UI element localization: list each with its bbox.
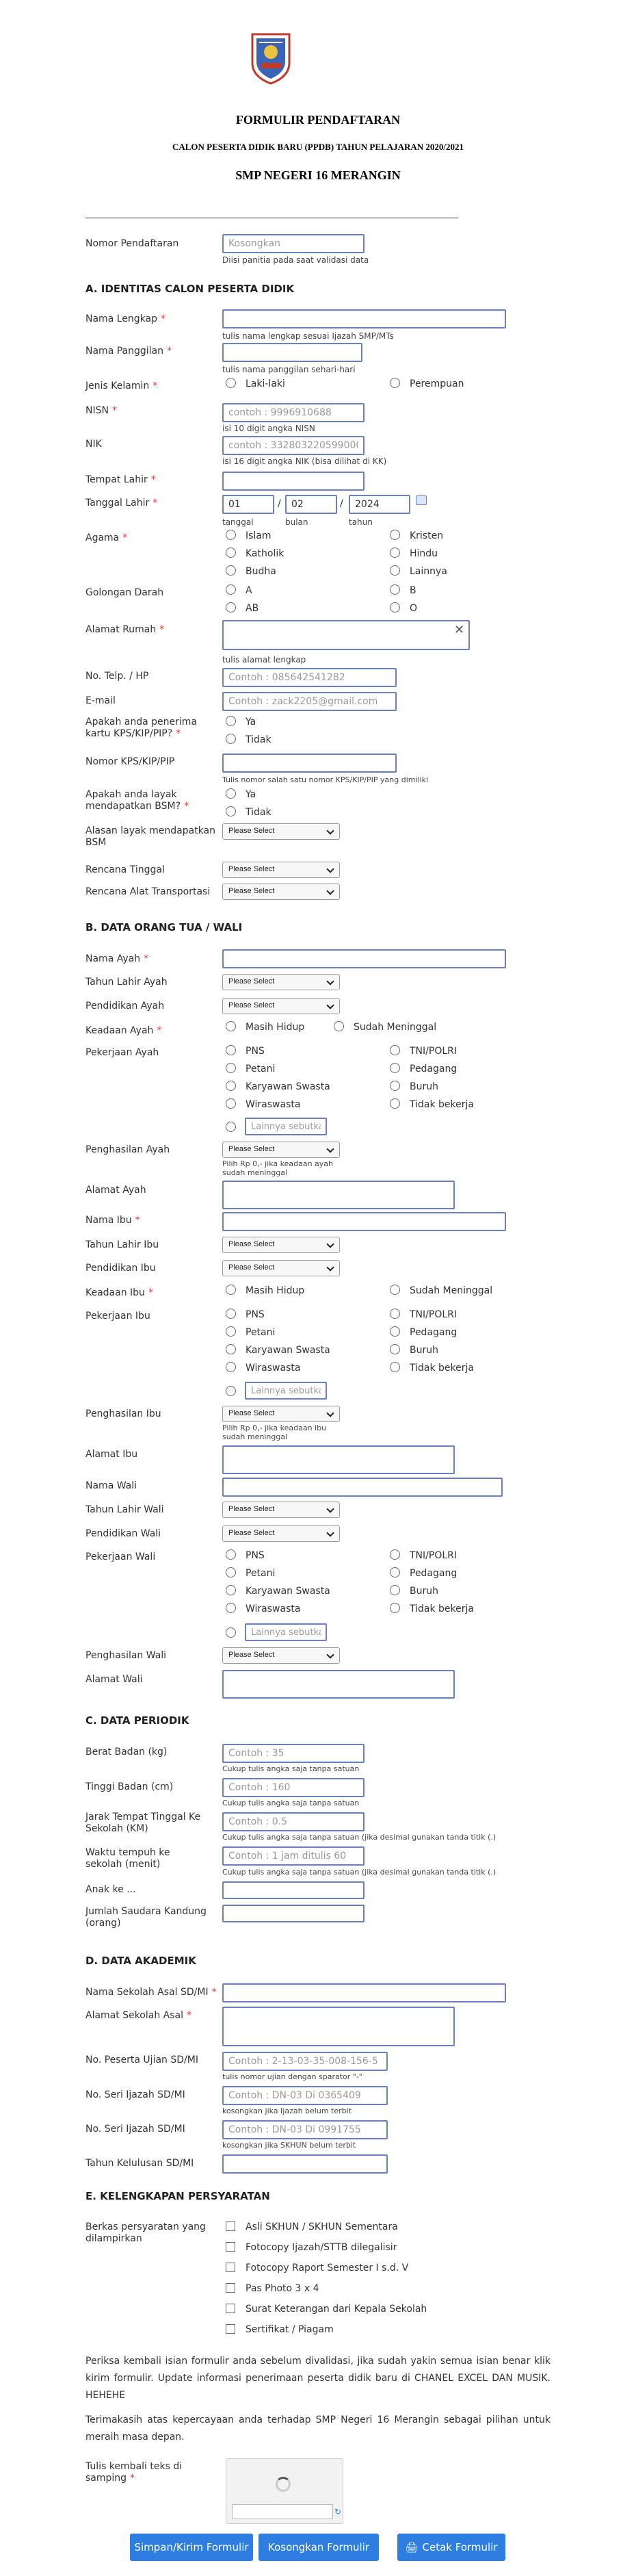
peng-ayah-help: Pilih Rp 0,- jika keadaan ayah sudah meninggal bbox=[222, 1159, 334, 1177]
ibu-job-lain-radio[interactable] bbox=[226, 1385, 246, 1399]
transport-select[interactable]: Please Select bbox=[222, 884, 340, 900]
berkas-item[interactable]: Pas Photo 3 x 4 bbox=[226, 2282, 319, 2295]
reset-button[interactable]: Kosongkan Formulir bbox=[259, 2534, 379, 2561]
lulus-input[interactable] bbox=[222, 2154, 388, 2174]
pend-ibu-label: Pendidikan Ibu bbox=[85, 1263, 156, 1274]
wali-job-buruh[interactable]: Buruh bbox=[390, 1584, 438, 1598]
alamat-help: tulis alamat lengkap bbox=[222, 655, 306, 665]
pek-wali-label: Pekerjaan Wali bbox=[85, 1551, 156, 1562]
ujian-label: No. Peserta Ujian SD/MI bbox=[85, 2055, 198, 2065]
keadaan-ayah-label: Keadaan Ayah * bbox=[85, 1025, 162, 1036]
tempat-lahir-label: Tempat Lahir * bbox=[85, 474, 156, 485]
lulus-label: Tahun Kelulusan SD/MI bbox=[85, 2158, 194, 2169]
ayah-job-lain-radio[interactable] bbox=[226, 1121, 246, 1135]
wali-job-lain-radio[interactable] bbox=[226, 1627, 246, 1640]
tanggal-lahir-label: Tanggal Lahir * bbox=[85, 498, 158, 508]
radio-katholik[interactable]: Katholik bbox=[226, 547, 284, 561]
skhun-help: kosongkan jika SKHUN belum terbit bbox=[222, 2141, 356, 2150]
wali-job-petani[interactable]: Petani bbox=[226, 1567, 275, 1580]
ijazah-label: No. Seri Ijazah SD/MI bbox=[85, 2089, 185, 2100]
tanggal-l1: tanggal bbox=[222, 517, 254, 527]
anak-input[interactable] bbox=[222, 1881, 365, 1899]
radio-goldar-a[interactable]: A bbox=[226, 584, 252, 597]
peng-ibu-label: Penghasilan Ibu bbox=[85, 1408, 161, 1419]
radio-goldar-b[interactable]: B bbox=[390, 584, 416, 597]
clear-icon[interactable]: ✕ bbox=[454, 623, 465, 637]
alamat-wali-textarea[interactable] bbox=[222, 1670, 455, 1699]
nik-label: NIK bbox=[85, 439, 102, 450]
radio-ayah-hidup[interactable]: Masih Hidup bbox=[226, 1020, 304, 1034]
radio-islam[interactable]: Islam bbox=[226, 529, 271, 543]
tinggi-help: Cukup tulis angka saja tanpa satuan bbox=[222, 1799, 360, 1807]
ujian-input[interactable] bbox=[222, 2052, 388, 2071]
nama-lengkap-help: tulis nama lengkap sesuai Ijazah SMP/MTs bbox=[222, 331, 394, 341]
nomor-help: Diisi panitia pada saat validasi data bbox=[222, 255, 369, 265]
berkas-item[interactable]: Fotocopy Ijazah/STTB dilegalisir bbox=[226, 2241, 397, 2254]
radio-goldar-o[interactable]: O bbox=[390, 602, 417, 615]
captcha-label: Tulis kembali teks di samping * bbox=[85, 2461, 183, 2484]
tahun-ayah-label: Tahun Lahir Ayah bbox=[85, 977, 168, 988]
wali-job-pedagang[interactable]: Pedagang bbox=[390, 1567, 457, 1580]
print-label: Cetak Formulir bbox=[422, 2541, 498, 2553]
alamat-ibu-textarea[interactable] bbox=[222, 1445, 455, 1474]
date-sep-1: / bbox=[278, 498, 281, 509]
peng-ibu-help: Pilih Rp 0,- jika keadaan ibu sudah meninggal bbox=[222, 1424, 327, 1441]
email-input[interactable] bbox=[222, 692, 397, 711]
alasan-label: Alasan layak mendapatkan BSM bbox=[85, 825, 215, 848]
ibu-job-wiraswasta[interactable]: Wiraswasta bbox=[226, 1361, 300, 1375]
section-d-title: D. DATA AKADEMIK bbox=[85, 1955, 196, 1967]
skhun-label: No. Seri Ijazah SD/MI bbox=[85, 2124, 185, 2135]
nama-wali-input[interactable] bbox=[222, 1478, 503, 1497]
wali-job-pns[interactable]: PNS bbox=[226, 1549, 265, 1562]
ayah-job-petani[interactable]: Petani bbox=[226, 1062, 275, 1076]
peng-ibu-select[interactable]: Please Select bbox=[222, 1406, 340, 1422]
radio-kps-ya[interactable]: Ya bbox=[226, 715, 256, 729]
pend-ayah-label: Pendidikan Ayah bbox=[85, 1001, 165, 1012]
section-b-title: B. DATA ORANG TUA / WALI bbox=[85, 921, 243, 933]
print-icon: 🖨 bbox=[405, 2541, 419, 2553]
ibu-job-tni[interactable]: TNI/POLRI bbox=[390, 1308, 457, 1322]
alamat-ibu-label: Alamat Ibu bbox=[85, 1449, 138, 1460]
radio-ibu-meninggal[interactable]: Sudah Meninggal bbox=[390, 1284, 492, 1298]
jarak-label: Jarak Tempat Tinggal Ke Sekolah (KM) bbox=[85, 1812, 201, 1834]
tahun-ayah-select[interactable]: Please Select bbox=[222, 974, 340, 990]
berkas-item[interactable]: Sertifikat / Piagam bbox=[226, 2323, 334, 2336]
nama-panggilan-input[interactable] bbox=[222, 343, 362, 362]
berkas-item[interactable]: Surat Keterangan dari Kepala Sekolah bbox=[226, 2302, 427, 2316]
telp-label: No. Telp. / HP bbox=[85, 671, 149, 682]
pek-ibu-label: Pekerjaan Ibu bbox=[85, 1311, 150, 1322]
radio-bsm-ya[interactable]: Ya bbox=[226, 788, 256, 801]
tanggal-l3: tahun bbox=[349, 517, 373, 527]
ibu-job-pns[interactable]: PNS bbox=[226, 1308, 265, 1322]
tahun-wali-label: Tahun Lahir Wali bbox=[85, 1504, 164, 1515]
goldar-label: Golongan Darah bbox=[85, 587, 164, 598]
alasan-select[interactable]: Please Select bbox=[222, 823, 340, 840]
nisn-help: isi 10 digit angka NISN bbox=[222, 424, 315, 433]
jenis-kelamin-label: Jenis Kelamin * bbox=[85, 381, 158, 391]
ibu-job-buruh[interactable]: Buruh bbox=[390, 1343, 438, 1357]
radio-budha[interactable]: Budha bbox=[226, 565, 276, 578]
nama-lengkap-input[interactable] bbox=[222, 309, 506, 329]
nama-ayah-label: Nama Ayah * bbox=[85, 953, 149, 964]
telp-input[interactable] bbox=[222, 668, 397, 687]
ayah-job-wiraswasta[interactable]: Wiraswasta bbox=[226, 1098, 300, 1111]
kps-label: Apakah anda penerima kartu KPS/KIP/PIP? * bbox=[85, 717, 198, 739]
ibu-job-karyawan[interactable]: Karyawan Swasta bbox=[226, 1343, 330, 1357]
radio-ibu-hidup[interactable]: Masih Hidup bbox=[226, 1284, 304, 1298]
radio-hindu[interactable]: Hindu bbox=[390, 547, 438, 561]
jarak-help: Cukup tulis angka saja tanpa satuan (jika desimal gunakan tanda titik (.) bbox=[222, 1833, 496, 1842]
tanggal-year-input[interactable] bbox=[349, 495, 410, 514]
tinggal-select[interactable]: Please Select bbox=[222, 862, 340, 878]
section-c-title: C. DATA PERIODIK bbox=[85, 1714, 189, 1727]
ibu-job-petani[interactable]: Petani bbox=[226, 1326, 275, 1339]
nisn-input[interactable] bbox=[222, 403, 365, 422]
berat-help: Cukup tulis angka saja tanpa satuan bbox=[222, 1764, 360, 1773]
section-a-title: A. IDENTITAS CALON PESERTA DIDIK bbox=[85, 283, 295, 295]
captcha-box bbox=[226, 2458, 343, 2524]
pend-ayah-select[interactable]: Please Select bbox=[222, 998, 340, 1014]
bsm-label: Apakah anda layak mendapatkan BSM? * bbox=[85, 789, 189, 812]
berkas-item[interactable]: Asli SKHUN / SKHUN Sementara bbox=[226, 2220, 398, 2234]
wali-job-wiraswasta[interactable]: Wiraswasta bbox=[226, 1602, 300, 1616]
email-label: E-mail bbox=[85, 695, 116, 706]
tahun-ibu-select[interactable]: Please Select bbox=[222, 1237, 340, 1253]
nomor-kps-help: Tulis nomor salah satu nomor KPS/KIP/PIP yang dimiliki bbox=[222, 775, 429, 784]
nik-input[interactable] bbox=[222, 436, 365, 455]
tanggal-l2: bulan bbox=[285, 517, 308, 527]
ijazah-input[interactable] bbox=[222, 2086, 388, 2105]
nama-panggilan-help: tulis nama panggilan sehari-hari bbox=[222, 365, 356, 374]
peng-wali-label: Penghasilan Wali bbox=[85, 1650, 167, 1661]
radio-goldar-ab[interactable]: AB bbox=[226, 602, 259, 615]
ayah-job-pns[interactable]: PNS bbox=[226, 1044, 265, 1058]
captcha-input[interactable] bbox=[232, 2504, 333, 2519]
wali-job-tidak[interactable]: Tidak bekerja bbox=[390, 1602, 474, 1616]
nomor-input[interactable] bbox=[222, 234, 365, 253]
peng-ayah-label: Penghasilan Ayah bbox=[85, 1144, 170, 1155]
alamat-sekolah-textarea[interactable] bbox=[222, 2007, 455, 2046]
radio-bsm-tidak[interactable]: Tidak bbox=[226, 806, 271, 819]
berat-input[interactable] bbox=[222, 1744, 365, 1763]
ijazah-help: kosongkan jika Ijazah belum terbit bbox=[222, 2107, 352, 2115]
anak-label: Anak ke ... bbox=[85, 1884, 136, 1895]
radio-kps-tidak[interactable]: Tidak bbox=[226, 733, 271, 747]
saudara-input[interactable] bbox=[222, 1905, 365, 1922]
tinggal-label: Rencana Tinggal bbox=[85, 864, 165, 875]
nomor-kps-input[interactable] bbox=[222, 754, 397, 773]
transport-label: Rencana Alat Transportasi bbox=[85, 886, 211, 897]
berkas-item[interactable]: Fotocopy Raport Semester I s.d. V bbox=[226, 2261, 408, 2275]
calendar-icon[interactable] bbox=[416, 495, 427, 505]
peng-wali-select[interactable]: Please Select bbox=[222, 1647, 340, 1664]
refresh-icon[interactable]: ↻ bbox=[334, 2507, 342, 2516]
jarak-input[interactable] bbox=[222, 1812, 365, 1831]
nama-ayah-input[interactable] bbox=[222, 949, 506, 968]
nama-ibu-label: Nama Ibu * bbox=[85, 1215, 140, 1226]
tahun-ibu-label: Tahun Lahir Ibu bbox=[85, 1239, 159, 1250]
note-review: Periksa kembali isian formulir anda sebelum divalidasi, jika sudah yakin semua isian benar klik kirim formulir. Update informasi penerimaan peserta didik baru di CHANEL EXCEL DAN MUSIK. HEHEHE bbox=[85, 2356, 551, 2401]
ibu-job-pedagang[interactable]: Pedagang bbox=[390, 1326, 457, 1339]
alamat-textarea[interactable] bbox=[222, 620, 470, 650]
ayah-job-buruh[interactable]: Buruh bbox=[390, 1080, 438, 1094]
nik-help: isi 16 digit angka NIK (bisa dilihat di KK) bbox=[222, 456, 387, 466]
pek-ayah-label: Pekerjaan Ayah bbox=[85, 1047, 159, 1058]
radio-perempuan[interactable]: Perempuan bbox=[390, 377, 464, 391]
ujian-help: tulis nomor ujian dengan sparator "-" bbox=[222, 2072, 362, 2081]
pend-ibu-select[interactable]: Please Select bbox=[222, 1260, 340, 1276]
tanggal-day-input[interactable] bbox=[222, 495, 274, 514]
ayah-job-karyawan[interactable]: Karyawan Swasta bbox=[226, 1080, 330, 1094]
radio-ayah-meninggal[interactable]: Sudah Meninggal bbox=[334, 1020, 436, 1034]
nama-wali-label: Nama Wali bbox=[85, 1480, 137, 1491]
nama-lengkap-label: Nama Lengkap * bbox=[85, 313, 165, 324]
school-logo bbox=[250, 31, 292, 85]
saudara-label: Jumlah Saudara Kandung (orang) bbox=[85, 1906, 207, 1929]
alamat-ayah-label: Alamat Ayah bbox=[85, 1185, 146, 1196]
tahun-wali-select[interactable]: Please Select bbox=[222, 1502, 340, 1518]
alamat-sekolah-label: Alamat Sekolah Asal * bbox=[85, 2010, 192, 2021]
ayah-job-pedagang[interactable]: Pedagang bbox=[390, 1062, 457, 1076]
berat-label: Berat Badan (kg) bbox=[85, 1747, 168, 1757]
nama-sekolah-label: Nama Sekolah Asal SD/MI * bbox=[85, 1987, 217, 1998]
note-thanks: Terimakasih atas kepercayaan anda terhadap SMP Negeri 16 Merangin sebagai pilihan untuk meraih masa depan. bbox=[85, 2414, 551, 2443]
ayah-job-tni[interactable]: TNI/POLRI bbox=[390, 1044, 457, 1058]
berkas-label: Berkas persyaratan yang dilampirkan bbox=[85, 2221, 206, 2244]
loading-spinner-icon bbox=[276, 2477, 291, 2492]
section-e-title: E. KELENGKAPAN PERSYARATAN bbox=[85, 2190, 270, 2202]
wali-job-lain-input[interactable] bbox=[245, 1623, 327, 1641]
radio-lainnya[interactable]: Lainnya bbox=[390, 565, 447, 578]
wali-job-tni[interactable]: TNI/POLRI bbox=[390, 1549, 457, 1562]
peng-ayah-select[interactable]: Please Select bbox=[222, 1142, 340, 1158]
skhun-input[interactable] bbox=[222, 2120, 388, 2139]
page-subtitle: CALON PESERTA DIDIK BARU (PPDB) TAHUN PELAJARAN 2020/2021 bbox=[172, 142, 464, 152]
ibu-job-lain-input[interactable] bbox=[245, 1382, 327, 1400]
tinggi-label: Tinggi Badan (cm) bbox=[85, 1781, 174, 1792]
nomor-kps-label: Nomor KPS/KIP/PIP bbox=[85, 756, 175, 767]
keadaan-ibu-label: Keadaan Ibu * bbox=[85, 1287, 153, 1298]
wali-job-karyawan[interactable]: Karyawan Swasta bbox=[226, 1584, 330, 1598]
school-name: SMP NEGERI 16 MERANGIN bbox=[235, 168, 401, 182]
waktu-help: Cukup tulis angka saja tanpa satuan (jika desimal gunakan tanda titik (.) bbox=[222, 1868, 496, 1877]
alamat-label: Alamat Rumah * bbox=[85, 624, 165, 635]
waktu-label: Waktu tempuh ke sekolah (menit) bbox=[85, 1847, 170, 1870]
alamat-ayah-textarea[interactable] bbox=[222, 1181, 455, 1209]
radio-kristen[interactable]: Kristen bbox=[390, 529, 443, 543]
date-sep-2: / bbox=[340, 498, 343, 509]
submit-button[interactable]: Simpan/Kirim Formulir bbox=[130, 2534, 253, 2561]
waktu-input[interactable] bbox=[222, 1846, 365, 1866]
pend-wali-select[interactable]: Please Select bbox=[222, 1525, 340, 1542]
alamat-wali-label: Alamat Wali bbox=[85, 1674, 143, 1685]
ibu-job-tidak[interactable]: Tidak bekerja bbox=[390, 1361, 474, 1375]
page-title: FORMULIR PENDAFTARAN bbox=[235, 113, 401, 127]
nama-sekolah-input[interactable] bbox=[222, 1983, 506, 2002]
nama-ibu-input[interactable] bbox=[222, 1212, 506, 1231]
ayah-job-tidak[interactable]: Tidak bekerja bbox=[390, 1098, 474, 1111]
nomor-label: Nomor Pendaftaran bbox=[85, 238, 179, 249]
tinggi-input[interactable] bbox=[222, 1778, 365, 1797]
pend-wali-label: Pendidikan Wali bbox=[85, 1528, 161, 1539]
agama-label: Agama * bbox=[85, 532, 128, 543]
nama-panggilan-label: Nama Panggilan * bbox=[85, 346, 172, 357]
print-button[interactable] bbox=[397, 2534, 505, 2561]
tanggal-month-input[interactable] bbox=[285, 495, 337, 514]
radio-laki[interactable]: Laki-laki bbox=[226, 377, 285, 391]
nisn-label: NISN * bbox=[85, 405, 117, 416]
tempat-lahir-input[interactable] bbox=[222, 472, 365, 491]
ayah-job-lain-input[interactable] bbox=[245, 1118, 327, 1135]
